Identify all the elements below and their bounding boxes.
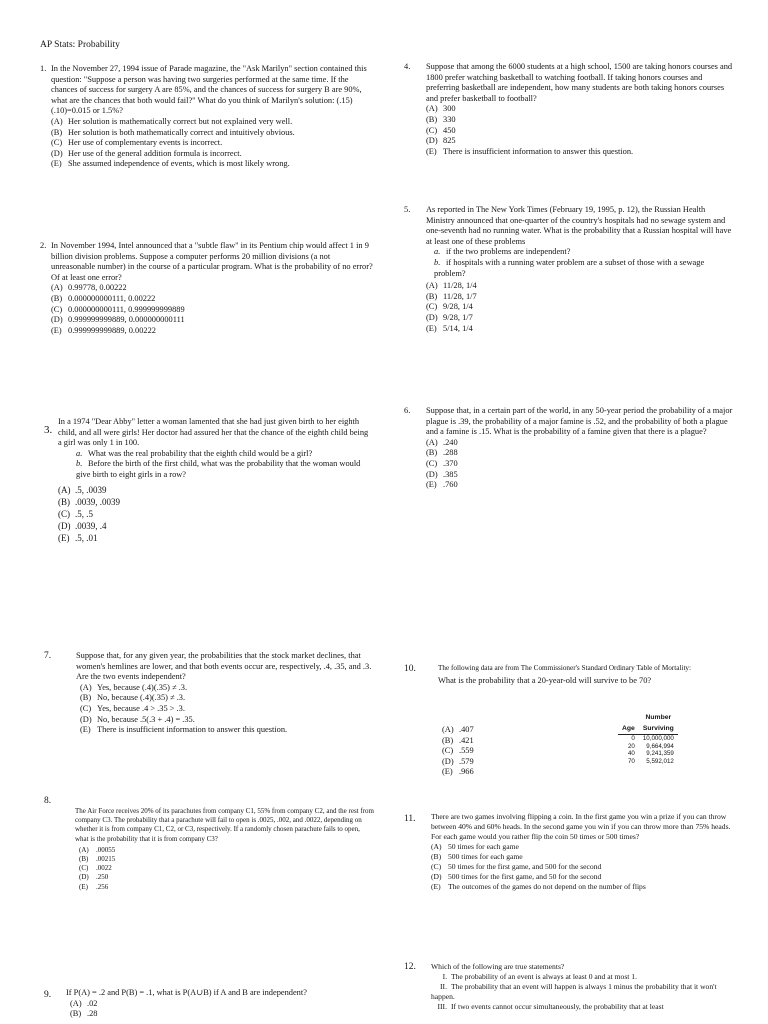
answer-option[interactable]: (C) .0022 bbox=[79, 864, 112, 873]
table-header-number: Number bbox=[645, 714, 672, 721]
answer-option[interactable]: (B) 0.000000000111, 0.00222 bbox=[51, 293, 156, 303]
table-row: 0 10,000,000 bbox=[631, 735, 674, 743]
answer-option[interactable]: (C) Yes, because .4 > .35 > .3. bbox=[80, 703, 185, 713]
question-7 bbox=[44, 651, 374, 736]
question-number: 6. bbox=[404, 406, 411, 415]
table-row: 40 9,241,359 bbox=[627, 750, 674, 758]
answer-option[interactable]: (A) .00055 bbox=[79, 845, 116, 854]
question-text: Which of the following are true statements? bbox=[431, 962, 565, 971]
question-number: 11. bbox=[404, 814, 416, 824]
question-number: 1. bbox=[40, 64, 47, 73]
answer-options bbox=[58, 484, 374, 544]
answer-option[interactable]: (D) .0039, .4 bbox=[58, 520, 107, 531]
question-11 bbox=[404, 812, 736, 892]
table-header-age: Age bbox=[618, 724, 639, 735]
question-text: If P(A) = .2 and P(B) = .1, what is P(A∪B) if A and B are independent? bbox=[66, 988, 307, 997]
question-6 bbox=[404, 406, 736, 491]
question-text: In the November 27, 1994 issue of Parade magazine, the "Ask Marilyn" section contained this question: "Suppose a person was having two surgeries performed at the same time. If the chances of success for surgery A are 85%, and the chances of success for surgery B are 90%, what are the chances that both would fail?" What do you think of Marilyn's solution: (.15)(.10)=0.015 or 1.5%? bbox=[51, 64, 367, 116]
answer-option[interactable]: (E) She assumed independence of events, which is most likely wrong. bbox=[51, 159, 290, 169]
answer-option[interactable]: (E) 0.999999999889, 0.00222 bbox=[51, 325, 156, 335]
question-10 bbox=[404, 664, 736, 777]
question-12 bbox=[404, 962, 736, 1012]
answer-option[interactable]: (B) .00215 bbox=[79, 855, 116, 864]
answer-options bbox=[426, 281, 736, 334]
answer-option[interactable]: (E) .966 bbox=[442, 767, 474, 777]
answer-option[interactable]: (B) 330 bbox=[426, 114, 456, 124]
sub-question-b: b. Before the birth of the first child, what was the probability that the woman would give birth to eight girls in a row? bbox=[76, 459, 361, 479]
question-number: 12. bbox=[404, 962, 416, 972]
answer-option[interactable]: (D) .250 bbox=[79, 873, 109, 882]
sub-question-a: a. What was the real probability that the eighth child would be a girl? bbox=[76, 448, 313, 458]
question-text: Suppose that among the 6000 students at a high school, 1500 are taking honors courses and 1800 prefer watching basketball to watching football. If taking honors courses and preferring basketball are independent, how many students are both taking honors courses and prefer basketball to football? bbox=[426, 62, 733, 103]
answer-option[interactable]: (A) 11/28, 1/4 bbox=[426, 281, 477, 291]
question-intro: The following data are from The Commissioner's Standard Ordinary Table of Mortality: bbox=[438, 664, 692, 672]
answer-option[interactable]: (C) Her use of complementary events is incorrect. bbox=[51, 138, 223, 148]
question-number: 9. bbox=[44, 990, 52, 1000]
question-number: 8. bbox=[44, 796, 52, 806]
sub-questions bbox=[58, 449, 374, 481]
question-number: 10. bbox=[404, 664, 416, 674]
answer-options bbox=[75, 846, 374, 892]
statement: II. The probability that an event will happen is always 1 minus the probability that it won't happen. bbox=[431, 982, 717, 1001]
answer-option[interactable]: (B) 500 times for each game bbox=[431, 852, 523, 861]
table-row: 20 9,664,994 bbox=[627, 742, 674, 750]
sub-question-b: b. if hospitals with a running water problem are a subset of those with a sewage problem? bbox=[434, 257, 705, 278]
answer-option[interactable]: (D) Her use of the general addition formula is incorrect. bbox=[51, 148, 242, 158]
answer-option[interactable]: (A) 50 times for each game bbox=[431, 842, 519, 851]
question-text: Suppose that, for any given year, the probabilities that the stock market declines, that women's hemlines are lower, and that both events occur are, respectively, .4, .35, and .3. Are the two events independent? bbox=[76, 651, 372, 682]
question-text: In November 1994, Intel announced that a "subtle flaw" in its Pentium chip would affect 1 in 9 billion division problems. Suppose a computer performs 20 million divisions (a not unreasonable number) in the course of a particular program. What is the probability of no error? Of at least one error? bbox=[51, 241, 373, 282]
question-text: In a 1974 "Dear Abby" letter a woman lamented that she had just given birth to her eighth child, and all were girls! Her doctor had assured her that the chance of the eighth child being a girl was only 1 in 100. bbox=[58, 417, 369, 448]
answer-options bbox=[76, 683, 374, 736]
table-header-surviving: Surviving bbox=[639, 724, 678, 735]
answer-option[interactable]: (C) 9/28, 1/4 bbox=[426, 302, 473, 312]
page-title: AP Stats: Probability bbox=[40, 40, 120, 50]
statement: III. If two events cannot occur simultaneously, the probability that at least bbox=[437, 1002, 664, 1011]
answer-options bbox=[66, 999, 374, 1020]
question-text: The Air Force receives 20% of its parachutes from company C1, 55% from company C2, and the rest from company C3. The probability that a parachute will fail to open is .0025, .002, and .0022, depending on whether it is from company C1, C2, or C3, respectively. If a randomly chosen parachute fails to open, what is the probability that it is from company C3? bbox=[75, 807, 374, 843]
answer-option[interactable]: (E) The outcomes of the games do not depend on the number of flips bbox=[431, 882, 646, 891]
answer-option[interactable]: (A) Yes, because (.4)(.35) ≠ .3. bbox=[80, 682, 188, 692]
answer-option[interactable]: (D) .579 bbox=[442, 756, 474, 766]
question-5 bbox=[404, 205, 736, 334]
statements bbox=[431, 972, 736, 1012]
answer-option[interactable]: (E) .5, .01 bbox=[58, 532, 98, 543]
answer-option[interactable]: (D) 0.999999999889, 0.000000000111 bbox=[51, 315, 185, 325]
answer-option[interactable]: (B) .0039, .0039 bbox=[58, 496, 120, 507]
answer-option[interactable]: (C) 50 times for the first game, and 500 for the second bbox=[431, 862, 602, 871]
answer-option[interactable]: (B) .28 bbox=[70, 1009, 98, 1019]
table-row: 70 5,592,012 bbox=[627, 757, 674, 765]
answer-option[interactable]: (B) 11/28, 1/7 bbox=[426, 291, 477, 301]
answer-option[interactable]: (C) 450 bbox=[426, 125, 456, 135]
answer-option[interactable]: (A) .5, .0039 bbox=[58, 484, 107, 495]
answer-option[interactable]: (D) No, because .5(.3 + .4) = .35. bbox=[80, 714, 195, 724]
question-number: 4. bbox=[404, 62, 411, 71]
question-number: 2. bbox=[40, 241, 47, 250]
mortality-table bbox=[618, 713, 678, 766]
answer-option[interactable]: (A) .407 bbox=[442, 725, 474, 734]
answer-options bbox=[426, 438, 736, 491]
answer-option[interactable]: (C) 0.000000000111, 0.999999999889 bbox=[51, 304, 185, 314]
answer-option[interactable]: (A) 0.99778, 0.00222 bbox=[51, 283, 127, 293]
answer-option[interactable]: (C) .559 bbox=[442, 746, 474, 756]
answer-option[interactable]: (C) .370 bbox=[426, 458, 458, 468]
sub-questions bbox=[426, 247, 736, 279]
question-text: As reported in The New York Times (February 19, 1995, p. 12), the Russian Health Ministry announced that one-quarter of the country's hospitals had no sewage system and one-seventh had no running water. What is the probability that a Russian hospital will have at least one of these problems bbox=[426, 205, 732, 246]
answer-option[interactable]: (B) .421 bbox=[442, 735, 474, 745]
answer-option[interactable]: (A) 300 bbox=[426, 104, 456, 114]
answer-options bbox=[51, 283, 375, 336]
question-9 bbox=[44, 988, 374, 1020]
answer-option[interactable]: (D) 500 times for the first game, and 50 for the second bbox=[431, 872, 602, 881]
question-4 bbox=[404, 62, 734, 157]
question-1 bbox=[40, 64, 375, 170]
question-8 bbox=[44, 796, 374, 892]
question-text: What is the probability that a 20-year-old will survive to be 70? bbox=[438, 676, 652, 685]
question-text: Suppose that, in a certain part of the world, in any 50-year period the probability of a major plague is .39, the probability of a major famine is .52, and the probability of both a plague and a famine is .15. What is the probability of a famine given that there is a plague? bbox=[426, 406, 733, 437]
question-number: 3. bbox=[44, 424, 53, 436]
answer-option[interactable]: (A) .02 bbox=[70, 998, 98, 1008]
answer-option[interactable]: (E) .256 bbox=[79, 882, 109, 891]
statement: I. The probability of an event is always at least 0 and at most 1. bbox=[442, 972, 637, 981]
answer-option[interactable]: (E) 5/14, 1/4 bbox=[426, 323, 473, 333]
answer-option[interactable]: (B) No, because (.4)(.35) ≠ .3. bbox=[80, 693, 186, 703]
answer-option[interactable]: (E) .760 bbox=[426, 480, 458, 490]
sub-question-a: a. if the two problems are independent? bbox=[434, 247, 571, 257]
answer-options bbox=[431, 842, 736, 892]
answer-option[interactable]: (E) There is insufficient information to answer this question. bbox=[80, 725, 288, 735]
question-3 bbox=[44, 417, 374, 544]
answer-option[interactable]: (C) .5, .5 bbox=[58, 508, 93, 519]
answer-option[interactable]: (D) .385 bbox=[426, 469, 458, 479]
answer-option[interactable]: (D) 9/28, 1/7 bbox=[426, 312, 473, 322]
answer-option[interactable]: (E) There is insufficient information to answer this question. bbox=[426, 146, 634, 156]
question-text: There are two games involving flipping a coin. In the first game you win a prize if you can throw between 40% and 60% heads. In the second game you win if you can throw more than 75% heads. For each game would you rather flip the coin 50 times or 500 times? bbox=[431, 812, 731, 841]
answer-option[interactable]: (B) .288 bbox=[426, 448, 458, 458]
answer-option[interactable]: (D) 825 bbox=[426, 136, 456, 146]
answer-option[interactable]: (A) .240 bbox=[426, 437, 458, 447]
question-number: 7. bbox=[44, 651, 52, 661]
question-number: 5. bbox=[404, 205, 411, 214]
answer-options bbox=[51, 117, 375, 170]
answer-options bbox=[442, 725, 474, 778]
answer-option[interactable]: (B) Her solution is both mathematically correct and intuitively obvious. bbox=[51, 127, 295, 137]
answer-option[interactable]: (A) Her solution is mathematically correct but not explained very well. bbox=[51, 116, 293, 126]
question-2 bbox=[40, 241, 375, 336]
answer-options bbox=[426, 104, 734, 157]
